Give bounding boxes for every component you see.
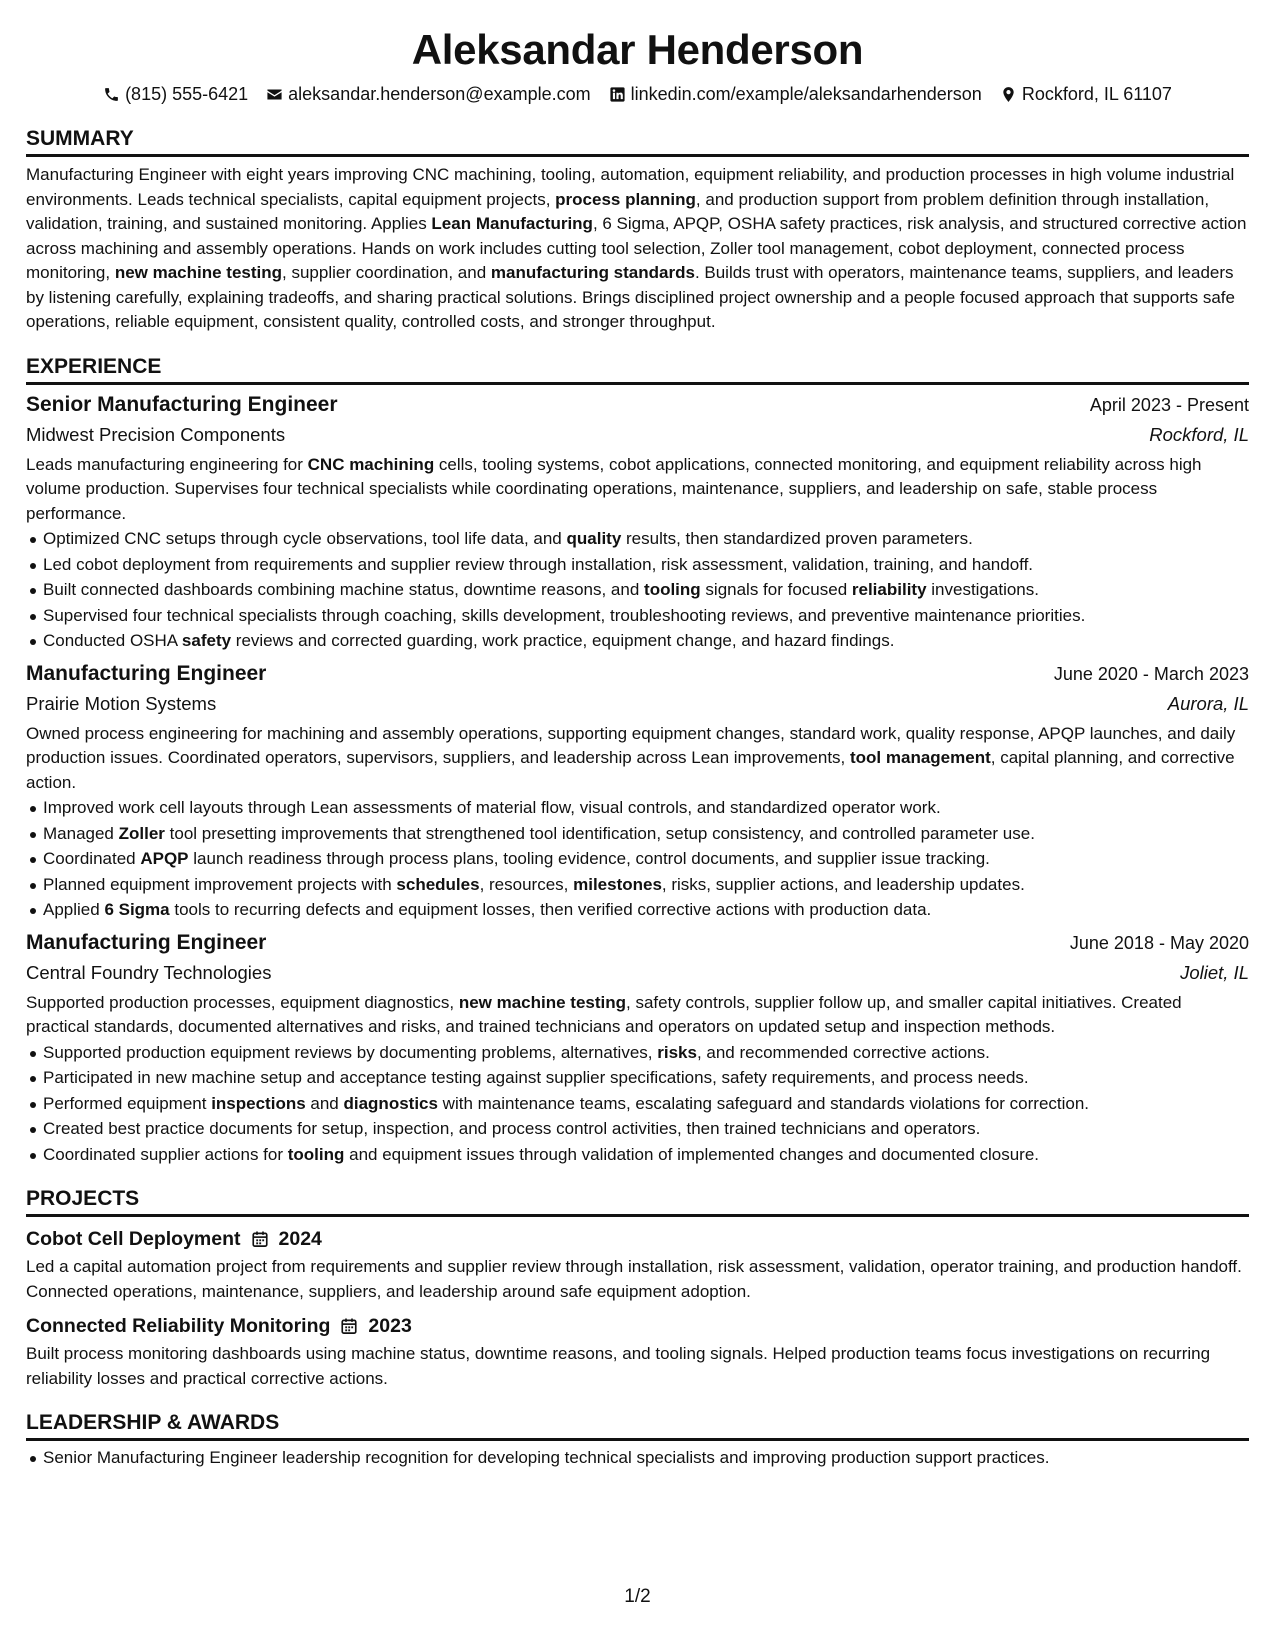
bullet-item: Performed equipment inspections and diagnostics with maintenance teams, escalating safeguard and standards violations for correction. — [26, 1091, 1249, 1117]
contact-email[interactable] — [266, 84, 590, 105]
project-entry — [26, 1225, 1249, 1304]
job-company: Central Foundry Technologies — [26, 961, 272, 983]
contact-bar — [26, 81, 1249, 107]
job-description: Leads manufacturing engineering for CNC machining cells, tooling systems, cobot applications, connected monitoring, and equipment reliability across high volume production. Supervises four technical specialists while coordinating operations, maintenance, suppliers, and leadership on safe, stable process performance. — [26, 454, 1202, 523]
section-title-experience: EXPERIENCE — [26, 353, 1249, 385]
email-address: aleksandar.henderson@example.com — [288, 83, 591, 104]
bullet-item: Conducted OSHA safety reviews and corrected guarding, work practice, equipment change, and hazard findings. — [26, 628, 1249, 654]
bullet-item: Applied 6 Sigma tools to recurring defects and equipment losses, then verified corrective actions with production data. — [26, 897, 1249, 923]
job-entry — [26, 390, 1249, 654]
job-bullets — [26, 526, 1249, 654]
job-location: Joliet, IL — [1180, 961, 1249, 983]
leadership-section — [26, 1409, 1249, 1471]
project-description: Built process monitoring dashboards using machine status, downtime reasons, and tooling signals. Helped production teams focus investigations on recurring reliability losses and practical corrective actions. — [26, 1344, 1211, 1388]
job-entry — [26, 928, 1249, 1168]
job-title: Manufacturing Engineer — [26, 661, 267, 685]
job-description: Owned process engineering for machining and assembly operations, supporting equipment changes, standard work, quality response, APQP launches, and daily production issues. Coordinated operators, supervisors, suppliers, and leadership across Lean improvements, tool management, capital planning, and corrective action. — [26, 723, 1236, 792]
section-title-summary: SUMMARY — [26, 125, 1249, 157]
linkedin-icon — [609, 86, 626, 103]
bullet-item: Coordinated APQP launch readiness through process plans, tooling evidence, control documents, and supplier issue tracking. — [26, 846, 1249, 872]
phone-number: (815) 555-6421 — [125, 83, 249, 104]
map-marker-icon — [1000, 86, 1017, 103]
phone-icon — [103, 86, 120, 103]
leadership-bullets — [26, 1445, 1249, 1471]
candidate-name: Aleksandar Henderson — [411, 26, 864, 73]
calendar-icon — [340, 1317, 358, 1335]
page-number: 1/2 — [624, 1586, 651, 1607]
projects-section — [26, 1185, 1249, 1391]
bullet-item: Supervised four technical specialists through coaching, skills development, troubleshooting reviews, and preventive maintenance priorities. — [26, 603, 1249, 629]
location-text: Rockford, IL 61107 — [1021, 83, 1172, 104]
section-title-projects: PROJECTS — [26, 1185, 1249, 1217]
project-year: 2023 — [368, 1315, 412, 1337]
bullet-item: Senior Manufacturing Engineer leadership recognition for developing technical specialists and improving production support practices. — [26, 1445, 1249, 1471]
bullet-item: Managed Zoller tool presetting improvements that strengthened tool identification, setup consistency, and controlled parameter use. — [26, 821, 1249, 847]
summary-text: Manufacturing Engineer with eight years improving CNC machining, tooling, automation, equipment reliability, and production processes in high volume industrial environments. Leads technical specialists, capital equipment projects, process planning, and production support from problem definition through installation, validation, training, and sustained monitoring. Applies Lean Manufacturing, 6 Sigma, APQP, OSHA safety practices, risk analysis, and structured corrective action across machining and assembly operations. Hands on work includes cutting tool selection, Zoller tool management, cobot deployment, connected process monitoring, new machine testing, supplier coordination, and manufacturing standards. Builds trust with operators, maintenance teams, suppliers, and leaders by listening carefully, explaining tradeoffs, and sharing practical solutions. Brings disciplined project ownership and a people focused approach that supports safe operations, reliable equipment, consistent quality, controlled costs, and stronger throughput. — [26, 165, 1247, 331]
bullet-item: Created best practice documents for setup, inspection, and process control activities, then trained technicians and operators. — [26, 1116, 1249, 1142]
bullet-item: Planned equipment improvement projects with schedules, resources, milestones, risks, supplier actions, and leadership updates. — [26, 872, 1249, 898]
job-bullets — [26, 795, 1249, 923]
bullet-item: Participated in new machine setup and acceptance testing against supplier specifications, safety requirements, and process needs. — [26, 1065, 1249, 1091]
job-description: Supported production processes, equipment diagnostics, new machine testing, safety controls, supplier follow up, and smaller capital initiatives. Created practical standards, documented alternatives and risks, and trained technicians and operators on updated setup and inspection methods. — [26, 992, 1182, 1036]
summary-section — [26, 125, 1249, 335]
project-description: Led a capital automation project from requirements and supplier review through installation, risk assessment, validation, operator training, and production handoff. Connected operations, maintenance, suppliers, and leadership around safe equipment adoption. — [26, 1257, 1242, 1301]
bullet-item: Supported production equipment reviews by documenting problems, alternatives, risks, and recommended corrective actions. — [26, 1040, 1249, 1066]
bullet-item: Coordinated supplier actions for tooling and equipment issues through validation of implemented changes and documented closure. — [26, 1142, 1249, 1168]
bullet-item: Led cobot deployment from requirements and supplier review through installation, risk assessment, validation, training, and handoff. — [26, 552, 1249, 578]
job-title: Senior Manufacturing Engineer — [26, 392, 338, 416]
section-title-leadership: LEADERSHIP & AWARDS — [26, 1409, 1249, 1441]
project-name: Connected Reliability Monitoring — [26, 1315, 331, 1337]
project-year: 2024 — [278, 1228, 322, 1250]
envelope-icon — [266, 86, 283, 103]
job-location: Aurora, IL — [1167, 692, 1249, 714]
job-bullets — [26, 1040, 1249, 1168]
job-entry — [26, 659, 1249, 923]
job-date: April 2023 - Present — [1089, 394, 1249, 415]
job-company: Prairie Motion Systems — [26, 692, 217, 714]
job-date: June 2020 - March 2023 — [1053, 663, 1249, 684]
calendar-icon — [251, 1230, 269, 1248]
job-company: Midwest Precision Components — [26, 423, 286, 445]
experience-section — [26, 353, 1249, 1168]
bullet-item: Built connected dashboards combining machine status, downtime reasons, and tooling signals for focused reliability investigations. — [26, 577, 1249, 603]
contact-phone[interactable] — [103, 84, 248, 105]
contact-location — [1000, 84, 1172, 105]
bullet-item: Optimized CNC setups through cycle observations, tool life data, and quality results, then standardized proven parameters. — [26, 526, 1249, 552]
project-name: Cobot Cell Deployment — [26, 1228, 241, 1250]
project-entry — [26, 1312, 1249, 1391]
contact-linkedin[interactable] — [609, 84, 982, 105]
job-location: Rockford, IL — [1149, 423, 1249, 445]
job-date: June 2018 - May 2020 — [1069, 932, 1249, 953]
job-title: Manufacturing Engineer — [26, 930, 267, 954]
bullet-item: Improved work cell layouts through Lean assessments of material flow, visual controls, and standardized operator work. — [26, 795, 1249, 821]
linkedin-url: linkedin.com/example/aleksandarhenderson — [630, 83, 982, 104]
